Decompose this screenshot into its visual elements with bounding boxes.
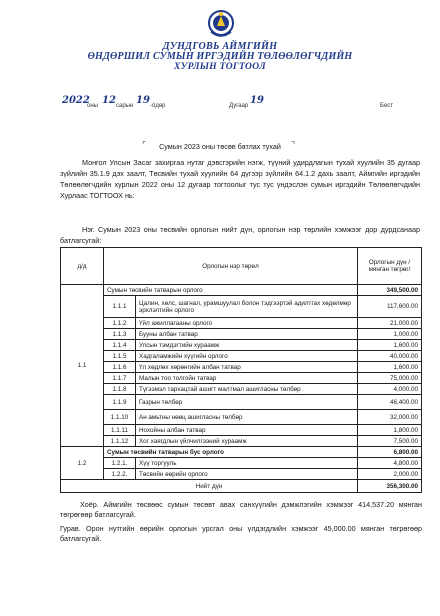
month-handwritten: 12: [102, 95, 116, 106]
row-value: 1,000.00: [358, 329, 422, 340]
group-label: Сумын төсвийн татварын орлого: [104, 285, 358, 296]
row-name: Үйл ажиллагааны орлого: [136, 318, 358, 329]
row-value: 2,000.00: [358, 469, 422, 480]
row-code: 1.2.1.: [104, 458, 136, 469]
row-name: Бууны албан татвар: [136, 329, 358, 340]
row-value: 7,500.00: [358, 436, 422, 447]
row-value: 32,000.00: [358, 410, 422, 425]
group-row-2: [61, 447, 422, 458]
table-row: [61, 318, 422, 329]
title-bracket-left: ⌜: [142, 140, 147, 150]
row-name: Хүү торгууль: [136, 458, 358, 469]
row-code: 1.1.2: [104, 318, 136, 329]
row-code: 1.1.7: [104, 373, 136, 384]
table-row: [61, 410, 422, 425]
place-label: Бест: [380, 103, 394, 109]
total-value: 356,300.00: [358, 480, 422, 493]
resolution-item-2: Хоёр. Аймгийн төсвөөс сумын төсөвт авах санхүүгийн дэмжлэгийн хэмжээг 414,537.20 мянган төгрөгөөр батлагсугай.: [60, 500, 422, 519]
row-value: 1,600.00: [358, 340, 422, 351]
group-value: 349,500.00: [358, 285, 422, 296]
preamble-paragraph: Монгол Улсын Засаг захиргаа нутаг дэвсгэрийн нэгж, түүний удирдлагын тухай хуулийн 35 дугаар зүйлийн 35.1.9 дэх заалт, Төсвийн тухай хуулийн 64 дүгээр зүйлийн 64.1.2 дахь заалт, Аймгийн иргэдийн Төлөөлөгчдийн хурлын 2022 оны 12 дугаар тогтоолыг тус тус үндэслэн сумын иргэдийн Төлөөлөгчдийн Хурлаас ТОГТООХ нь:: [60, 158, 420, 200]
header-line-3: ХУРЛЫН ТОГТООЛ: [174, 62, 266, 72]
row-code: 1.1.10: [104, 410, 136, 425]
row-code: 1.1.3: [104, 329, 136, 340]
group-number: 1.2: [61, 447, 104, 480]
table-row: [61, 340, 422, 351]
group-label: Сумын төсвийн татварын бус орлого: [104, 447, 358, 458]
table-row: [61, 458, 422, 469]
header-line-1: ДУНДГОВЬ АЙМГИЙН: [162, 41, 278, 52]
row-code: 1.1.4: [104, 340, 136, 351]
row-name: Газрын төлбөр: [136, 395, 358, 410]
row-name: Малын тоо толгойн татвар: [136, 373, 358, 384]
row-value: 40,000.00: [358, 351, 422, 362]
table-row: [61, 329, 422, 340]
row-code: 1.1.1: [104, 296, 136, 318]
row-name: Ан амьтны нөөц ашигласны төлбөр: [136, 410, 358, 425]
row-name: Нохойны албан татвар: [136, 425, 358, 436]
title-bracket-right: ⌝: [291, 140, 296, 150]
row-name: Түгээмэл тархацтай ашигт малтмал ашигласны төлбөр: [136, 384, 358, 395]
total-label: Нийт дүн: [61, 480, 358, 493]
day-label: -ӧдөр: [150, 103, 166, 109]
table-row: [61, 362, 422, 373]
row-code: 1.1.9: [104, 395, 136, 410]
table-row: [61, 425, 422, 436]
row-code: 1.1.8: [104, 384, 136, 395]
table-row: [61, 395, 422, 410]
table-row: [61, 373, 422, 384]
col-header-value: Орлогын дүн /мянган төгрөг/: [358, 248, 422, 285]
row-value: 46,400.00: [358, 395, 422, 410]
number-label: Дугаар: [229, 103, 249, 109]
document-title: Сумын 2023 оны төсөв батлах тухай: [159, 142, 281, 151]
row-name: Хадгаламжийн хүүгийн орлого: [136, 351, 358, 362]
row-code: 1.1.5: [104, 351, 136, 362]
revenue-table: [60, 247, 422, 493]
table-row: [61, 469, 422, 480]
row-code: 1.1.12: [104, 436, 136, 447]
row-value: 117,600.00: [358, 296, 422, 318]
year-handwritten: 2022: [62, 95, 90, 106]
row-name: Үл хөдлөх хөрөнгийн албан татвар: [136, 362, 358, 373]
row-name: Хог хаягдлын үйлчилгээний хураамж: [136, 436, 358, 447]
year-label: оны: [87, 103, 98, 109]
header-line-2: ӨНДӨРШИЛ СУМЫН ИРГЭДИЙН ТӨЛӨӨЛӨГЧДИЙН: [87, 51, 353, 62]
row-value: 75,000.00: [358, 373, 422, 384]
row-name: Улсын тэмдэгтийн хураамж: [136, 340, 358, 351]
table-row: [61, 436, 422, 447]
table-row: [61, 351, 422, 362]
row-code: 1.1.11: [104, 425, 136, 436]
total-row: [61, 480, 422, 493]
number-handwritten: 19: [250, 95, 264, 106]
day-handwritten: 19: [136, 95, 150, 106]
row-code: 1.1.6: [104, 362, 136, 373]
row-value: 4,800.00: [358, 458, 422, 469]
row-name: Төсвийн өөрийн орлого: [136, 469, 358, 480]
col-header-name: Орлогын нэр төрөл: [104, 248, 358, 285]
group-number: 1.1: [61, 285, 104, 447]
row-value: 21,000.00: [358, 318, 422, 329]
table-row: [61, 384, 422, 395]
resolution-item-1: Нэг. Сумын 2023 оны төсвийн орлогын нийт дүн, орлогын нэр төрлийн хэмжээг дор дурдсанаар батлагсугай:: [60, 225, 420, 245]
table-row: [61, 296, 422, 318]
group-value: 6,800.00: [358, 447, 422, 458]
row-value: 1,600.00: [358, 362, 422, 373]
row-value: 1,800.00: [358, 425, 422, 436]
row-value: 4,000.00: [358, 384, 422, 395]
state-emblem-icon: [206, 8, 236, 40]
col-header-dd: д/д: [61, 248, 104, 285]
month-label: сарын: [116, 103, 134, 109]
row-code: 1.2.2.: [104, 469, 136, 480]
group-row-1: [61, 285, 422, 296]
resolution-item-3: Гурав. Орон нутгийн өөрийн орлогын урсгал оны үлдэгдлийн хэмжээг 45,000.00 мянган төгрөгөөр батлагсугай.: [60, 524, 422, 543]
row-name: Цалин, хөлс, шагнал, урамшуулал болон тэдгээртэй адилтгах хөдөлмөр эрхлэлтийн орлого: [136, 296, 358, 318]
